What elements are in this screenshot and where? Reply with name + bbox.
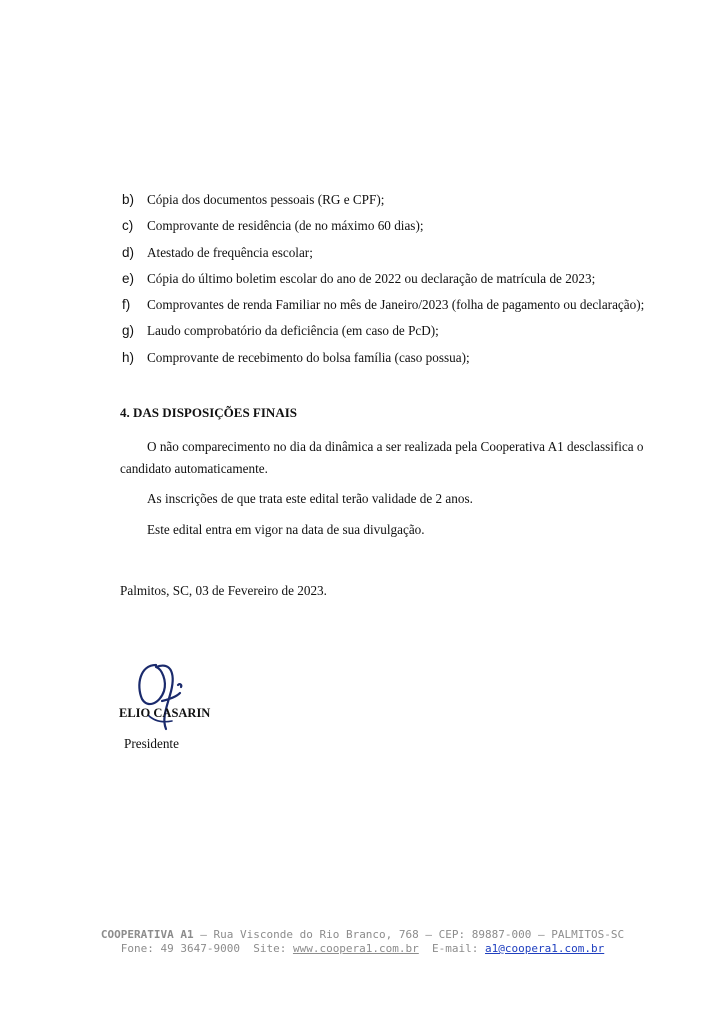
list-text: Atestado de frequência escolar; <box>147 244 313 260</box>
paragraph-2: As inscrições de que trata este edital terão validade de 2 anos. <box>147 491 473 506</box>
list-text: Comprovante de recebimento do bolsa família (caso possua); <box>147 349 470 365</box>
list-letter: g) <box>122 323 135 339</box>
footer-site-label: Site: <box>253 942 287 955</box>
footer-email-label: E-mail: <box>432 942 479 955</box>
list-text: Laudo comprobatório da deficiência (em caso de PcD); <box>147 323 439 339</box>
footer-address: – Rua Visconde do Rio Branco, 768 – CEP: 89887-000 – PALMITOS-SC <box>193 928 625 941</box>
paragraph-3: Este edital entra em vigor na data de sua divulgação. <box>147 522 425 537</box>
footer-org: COOPERATIVA A1 <box>100 928 194 941</box>
footer-line-1 <box>0 928 725 942</box>
section-title: 4. DAS DISPOSIÇÕES FINAIS <box>120 405 297 420</box>
footer <box>0 928 725 956</box>
list-letter: c) <box>122 218 134 234</box>
footer-site-link[interactable]: www.coopera1.com.br <box>292 942 419 955</box>
list-letter: h) <box>122 349 135 365</box>
place-date: Palmitos, SC, 03 de Fevereiro de 2023. <box>120 583 327 598</box>
list-item <box>122 321 644 347</box>
list-text: Comprovante de residência (de no máximo 60 dias); <box>147 218 424 234</box>
signatory-name: ELIO CASARIN <box>119 706 211 720</box>
signatory-role: Presidente <box>124 736 179 751</box>
footer-line-2 <box>0 942 725 956</box>
signature-image <box>126 655 196 735</box>
document-list <box>122 190 644 374</box>
list-item <box>122 243 644 269</box>
list-text: Comprovantes de renda Familiar no mês de Janeiro/2023 (folha de pagamento ou declaração); <box>147 297 645 313</box>
list-item <box>122 295 644 321</box>
list-text: Cópia dos documentos pessoais (RG e CPF); <box>147 192 385 207</box>
paragraph-1-line-2: candidato automaticamente. <box>120 461 268 476</box>
list-letter: f) <box>122 297 131 313</box>
list-letter: e) <box>122 270 135 286</box>
list-item <box>122 216 644 242</box>
footer-phone: Fone: 49 3647-9000 <box>120 942 240 955</box>
list-item <box>122 269 644 295</box>
list-letter: d) <box>122 244 135 260</box>
footer-email-link[interactable]: a1@coopera1.com.br <box>485 942 605 955</box>
list-item <box>122 190 644 216</box>
list-item <box>122 348 644 374</box>
list-letter: b) <box>122 192 135 207</box>
list-text: Cópia do último boletim escolar do ano de 2022 ou declaração de matrícula de 2023; <box>147 270 596 286</box>
paragraph-1-line-1: O não comparecimento no dia da dinâmica a ser realizada pela Cooperativa A1 desclassifica o <box>147 439 644 454</box>
